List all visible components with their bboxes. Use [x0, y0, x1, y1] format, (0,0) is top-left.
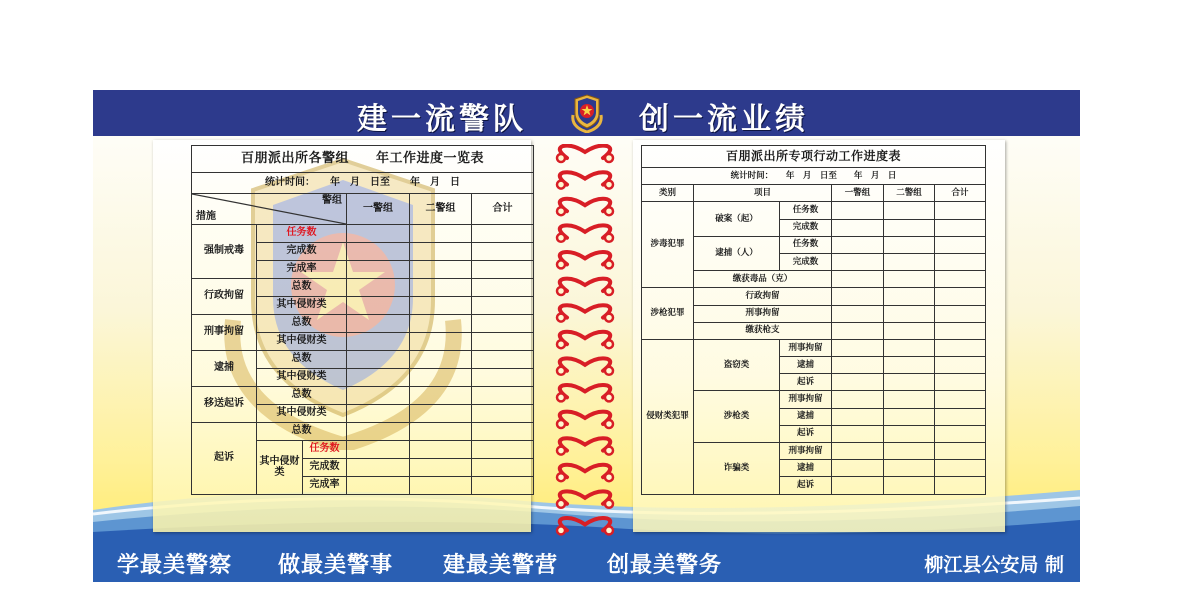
row-sublabel: 起诉 — [780, 374, 832, 391]
row-category: 强制戒毒 — [192, 225, 257, 279]
row-category: 起诉 — [192, 423, 257, 495]
row-sublabel: 刑事拘留 — [780, 391, 832, 408]
col-header: 类别 — [642, 185, 694, 202]
cell — [935, 374, 986, 391]
binder-ring-icon — [557, 438, 613, 454]
cell — [935, 391, 986, 408]
cell — [884, 425, 935, 442]
cell — [472, 243, 534, 261]
col-header: 合计 — [472, 194, 534, 225]
cell — [472, 279, 534, 297]
footer-slogan-1: 学最美警察 — [117, 552, 233, 578]
cell — [410, 351, 472, 369]
cell — [884, 322, 935, 339]
cell — [832, 236, 884, 253]
binder-ring-icon — [557, 279, 613, 295]
row-label: 其中侵财类 — [257, 405, 347, 423]
row-category: 行政拘留 — [192, 279, 257, 315]
row-sublabel: 逮捕 — [780, 408, 832, 425]
cell — [347, 405, 410, 423]
binder-ring-icon — [557, 252, 613, 268]
row-label: 完成数 — [257, 243, 347, 261]
binder-ring-icon — [557, 358, 613, 374]
col-header: 一警组 — [347, 194, 410, 225]
cell — [832, 425, 884, 442]
cell — [410, 333, 472, 351]
cell — [832, 219, 884, 236]
cell — [410, 459, 472, 477]
cell — [832, 391, 884, 408]
cell — [832, 305, 884, 322]
cell — [935, 443, 986, 460]
binder-ring-icon — [557, 172, 613, 188]
cell — [832, 271, 884, 288]
cell — [935, 288, 986, 305]
row-label: 行政拘留 — [694, 288, 832, 305]
binder-ring-icon — [557, 465, 613, 481]
cell — [832, 443, 884, 460]
row-label: 总数 — [257, 423, 347, 441]
cell — [884, 305, 935, 322]
col-header: 二警组 — [884, 185, 935, 202]
row-label: 其中侵财类 — [257, 333, 347, 351]
binder-ring-icon — [557, 491, 613, 507]
cell — [410, 243, 472, 261]
row-label: 涉枪类 — [694, 391, 780, 443]
row-sublabel: 任务数 — [780, 236, 832, 253]
cell — [832, 322, 884, 339]
footer-slogan-3: 建最美警营 — [443, 552, 559, 578]
cell — [884, 253, 935, 270]
cell — [410, 369, 472, 387]
row-label: 其中侵财类 — [257, 369, 347, 387]
row-sublabel: 逮捕 — [780, 357, 832, 374]
cell — [410, 423, 472, 441]
cell — [472, 369, 534, 387]
cell — [935, 253, 986, 270]
row-category: 刑事拘留 — [192, 315, 257, 351]
binder-ring-icon — [557, 199, 613, 215]
binder-ring-icon — [557, 518, 613, 534]
row-label: 完成数 — [303, 459, 347, 477]
cell — [347, 423, 410, 441]
cell — [884, 443, 935, 460]
binder-ring-icon — [557, 385, 613, 401]
cell — [832, 202, 884, 219]
row-label: 总数 — [257, 351, 347, 369]
cell — [832, 253, 884, 270]
cell — [884, 219, 935, 236]
cell — [347, 243, 410, 261]
left-table-stat-time: 统计时间： 年 月 日至 年 月 日 — [192, 173, 534, 194]
binder-ring-icon — [557, 332, 613, 348]
cell — [935, 305, 986, 322]
row-label: 缴获毒品（克） — [694, 271, 832, 288]
cell — [884, 271, 935, 288]
cell — [410, 477, 472, 495]
col-header: 二警组 — [410, 194, 472, 225]
cell — [347, 261, 410, 279]
row-label: 盗窃类 — [694, 339, 780, 391]
cell — [347, 441, 410, 459]
cell — [410, 225, 472, 243]
row-category: 移送起诉 — [192, 387, 257, 423]
row-label: 任务数 — [257, 225, 347, 243]
cell — [472, 297, 534, 315]
cell — [884, 460, 935, 477]
row-sublabel: 任务数 — [780, 202, 832, 219]
row-label: 其中侵财类 — [257, 297, 347, 315]
right-table-stat-time: 统计时间： 年 月 日至 年 月 日 — [642, 168, 986, 185]
row-label: 总数 — [257, 387, 347, 405]
cell — [410, 279, 472, 297]
col-header: 项目 — [694, 185, 832, 202]
row-sublabel: 刑事拘留 — [780, 339, 832, 356]
cell — [884, 339, 935, 356]
row-category: 涉枪犯罪 — [642, 288, 694, 340]
cell — [410, 441, 472, 459]
cell — [347, 225, 410, 243]
cell — [832, 408, 884, 425]
cell — [935, 339, 986, 356]
cell — [935, 236, 986, 253]
row-label: 总数 — [257, 315, 347, 333]
cell — [347, 333, 410, 351]
row-subcategory: 其中侵财类 — [257, 441, 303, 495]
cell — [832, 288, 884, 305]
cell — [935, 357, 986, 374]
footer-slogan-4: 创最美警务 — [607, 552, 723, 578]
cell — [884, 477, 935, 494]
left-table-diagonal-header — [192, 194, 347, 225]
row-label: 破案（起） — [694, 202, 780, 236]
row-sublabel: 起诉 — [780, 425, 832, 442]
cell — [472, 459, 534, 477]
row-sublabel: 起诉 — [780, 477, 832, 494]
row-sublabel: 完成数 — [780, 253, 832, 270]
slogan-right: 创一流业绩 — [639, 102, 809, 137]
cell — [935, 477, 986, 494]
cell — [884, 391, 935, 408]
right-progress-table — [641, 145, 986, 495]
binder-ring-icon — [557, 412, 613, 428]
cell — [472, 387, 534, 405]
cell — [472, 351, 534, 369]
cell — [884, 374, 935, 391]
cell — [347, 369, 410, 387]
cell — [935, 408, 986, 425]
row-label: 任务数 — [303, 441, 347, 459]
cell — [472, 405, 534, 423]
slogan-left: 建一流警队 — [357, 102, 527, 137]
cell — [347, 297, 410, 315]
cell — [472, 423, 534, 441]
cell — [410, 405, 472, 423]
cell — [347, 459, 410, 477]
cell — [472, 315, 534, 333]
col-header: 合计 — [935, 185, 986, 202]
cell — [410, 387, 472, 405]
left-table-title: 百朋派出所各警组 年工作进度一览表 — [192, 146, 534, 173]
row-sublabel: 完成数 — [780, 219, 832, 236]
row-label: 总数 — [257, 279, 347, 297]
col-header: 一警组 — [832, 185, 884, 202]
cell — [410, 297, 472, 315]
cell — [472, 441, 534, 459]
cell — [884, 202, 935, 219]
police-emblem-icon — [569, 93, 605, 133]
cell — [832, 357, 884, 374]
row-label: 逮捕（人） — [694, 236, 780, 270]
cell — [832, 374, 884, 391]
cell — [935, 219, 986, 236]
cell — [884, 288, 935, 305]
row-category: 侵财类犯罪 — [642, 339, 694, 494]
cell — [884, 357, 935, 374]
cell — [410, 315, 472, 333]
cell — [347, 279, 410, 297]
header-measure-label: 措施 — [196, 210, 216, 222]
header-group-label: 警组 — [322, 195, 342, 206]
row-category: 逮捕 — [192, 351, 257, 387]
binder-ring-icon — [557, 305, 613, 321]
footer-maker: 柳江县公安局 制 — [924, 554, 1064, 576]
row-label: 完成率 — [303, 477, 347, 495]
right-table-title: 百朋派出所专项行动工作进度表 — [642, 146, 986, 168]
cell — [472, 225, 534, 243]
cell — [472, 261, 534, 279]
cell — [347, 387, 410, 405]
cell — [884, 408, 935, 425]
cell — [935, 271, 986, 288]
left-progress-table — [191, 145, 534, 495]
row-sublabel: 逮捕 — [780, 460, 832, 477]
row-label: 缴获枪支 — [694, 322, 832, 339]
cell — [472, 477, 534, 495]
cell — [935, 425, 986, 442]
binder-ring-icon — [557, 146, 613, 162]
cell — [347, 351, 410, 369]
binder-rings — [551, 144, 621, 564]
binder-ring-icon — [557, 225, 613, 241]
row-label: 完成率 — [257, 261, 347, 279]
board-header — [93, 90, 1080, 136]
cell — [832, 460, 884, 477]
cell — [832, 339, 884, 356]
cell — [347, 477, 410, 495]
cell — [884, 236, 935, 253]
cell — [832, 477, 884, 494]
cell — [935, 460, 986, 477]
row-sublabel: 刑事拘留 — [780, 443, 832, 460]
cell — [347, 315, 410, 333]
cell — [935, 202, 986, 219]
footer-slogan-2: 做最美警事 — [278, 552, 394, 578]
cell — [472, 333, 534, 351]
row-category: 涉毒犯罪 — [642, 202, 694, 288]
cell — [410, 261, 472, 279]
row-label: 刑事拘留 — [694, 305, 832, 322]
notice-board — [93, 90, 1080, 582]
row-label: 诈骗类 — [694, 443, 780, 495]
cell — [935, 322, 986, 339]
